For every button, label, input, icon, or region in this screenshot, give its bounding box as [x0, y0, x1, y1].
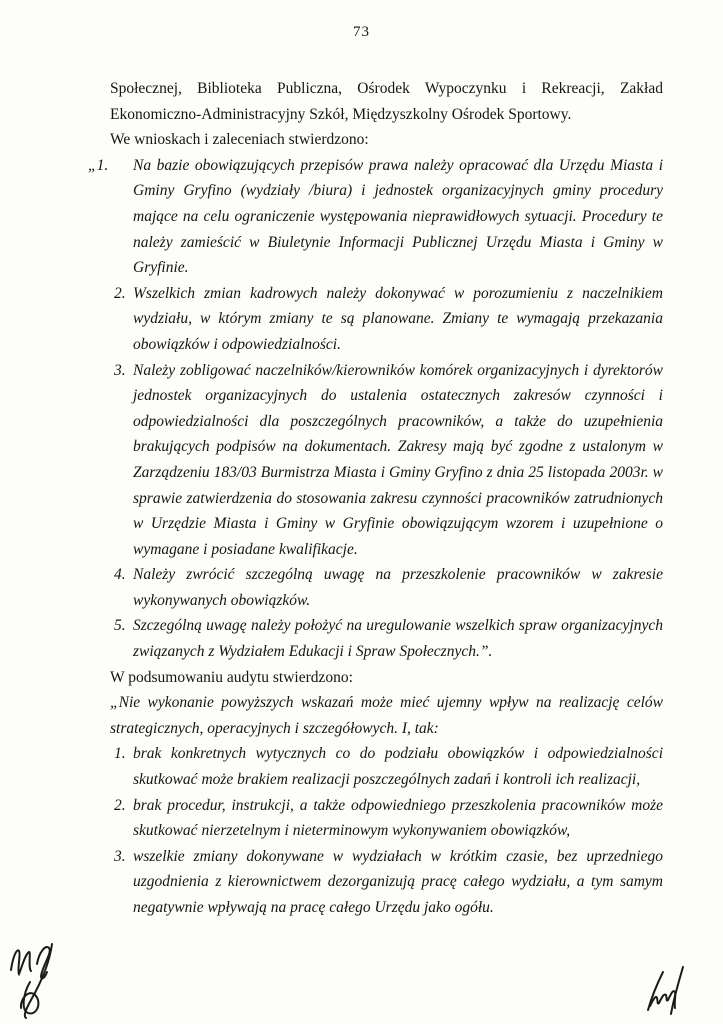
list-item-text: Należy zwrócić szczególną uwagę na przeszkolenie pracowników w zakresie wykonywanych obowiązków.	[133, 566, 663, 609]
list-item-number: 3.	[114, 361, 126, 379]
list-item-number: „1.	[88, 156, 109, 174]
list-item	[110, 844, 663, 921]
list-item-number: 2.	[114, 284, 126, 302]
list-item	[110, 562, 663, 613]
list-item-text: Szczególną uwagę należy położyć na uregulowanie wszelkich spraw organizacyjnych związanych z Wydziałem Edukacji i Spraw Społecznych.”.	[133, 617, 663, 661]
conclusions-heading: We wnioskach i zaleceniach stwierdzono:	[110, 131, 369, 149]
list-item-text: wszelkie zmiany dokonywane w wydziałach w krótkim czasie, bez uprzedniego uzgodnienia z kierownictwem dezorganizują pracę całego wydziału, a tym samym negatywnie wpływają na pracę całego Urzędu jako ogółu.	[133, 847, 663, 916]
intro-paragraph: Społecznej, Biblioteka Publiczna, Ośrodek Wypoczynku i Rekreacji, Zakład Ekonomiczno-Administracyjny Szkół, Międzyszkolny Ośrodek Sportowy.	[110, 80, 663, 123]
list-item	[110, 741, 663, 792]
document-body	[88, 76, 663, 921]
list-item-number: 1.	[114, 745, 126, 763]
list-item-text: brak konkretnych wytycznych co do podziału obowiązków i odpowiedzialności skutkować może brakiem realizacji poszczególnych zadań i kontroli ich realizacji,	[133, 745, 663, 789]
list-item	[110, 613, 663, 664]
list-item-number: 4.	[114, 566, 126, 584]
list-item-text: Na bazie obowiązujących przepisów prawa należy opracować dla Urzędu Miasta i Gminy Gryfino (wydziały /biura) i jednostek organizacyjnych gminy procedury mające na celu ograniczenie występowania nieprawidłowych sytuacji. Procedury te należy zamieścić w Biuletynie Informacji Publicznej Urzędu Miasta i Gminy w Gryfinie.	[133, 156, 663, 277]
list-item-text: Wszelkich zmian kadrowych należy dokonywać w porozumieniu z naczelnikiem wydziału, w którym zmiany te są planowane. Zmiany te wymagają przekazania obowiązków i odpowiedzialności.	[133, 284, 663, 353]
list-item	[88, 153, 663, 281]
page-number: 73	[353, 24, 370, 40]
list-item	[110, 793, 663, 844]
list-item-text: brak procedur, instrukcji, a także odpowiedniego przeszkolenia pracowników może skutkować nierzetelnym i nieterminowym wykonywaniem obowiązków,	[133, 796, 663, 840]
list-item-number: 2.	[114, 796, 126, 814]
list-item	[110, 281, 663, 358]
summary-heading: W podsumowaniu audytu stwierdzono:	[110, 668, 353, 686]
signature-right	[636, 962, 698, 1024]
signature-left	[6, 928, 68, 1024]
list-item-text: Należy zobligować naczelników/kierowników komórek organizacyjnych i dyrektorów jednostek organizacyjnych do ustalenia ostatecznych zakresów czynności i odpowiedzialności dla poszczególnych pracowników, a także do uzupełnienia brakujących podpisów na dokumentach. Zakresy mają być zgodne z ustalonym w Zarządzeniu 183/03 Burmistrza Miasta i Gminy Gryfino z dnia 25 listopada 2003r. w sprawie zatwierdzenia do stosowania zakresu czynności pracowników zatrudnionych w Urzędzie Miasta i Gminy w Gryfinie obowiązującym wzorem i uzupełnione o wymagane i posiadane kwalifikacje.	[133, 361, 663, 558]
list-item-number: 3.	[114, 847, 126, 865]
summary-quote-paragraph: „Nie wykonanie powyższych wskazań może mieć ujemny wpływ na realizację celów strategicznych, operacyjnych i szczegółowych. I, tak:	[110, 694, 663, 737]
list-item-number: 5.	[114, 617, 126, 635]
list-item	[110, 358, 663, 563]
